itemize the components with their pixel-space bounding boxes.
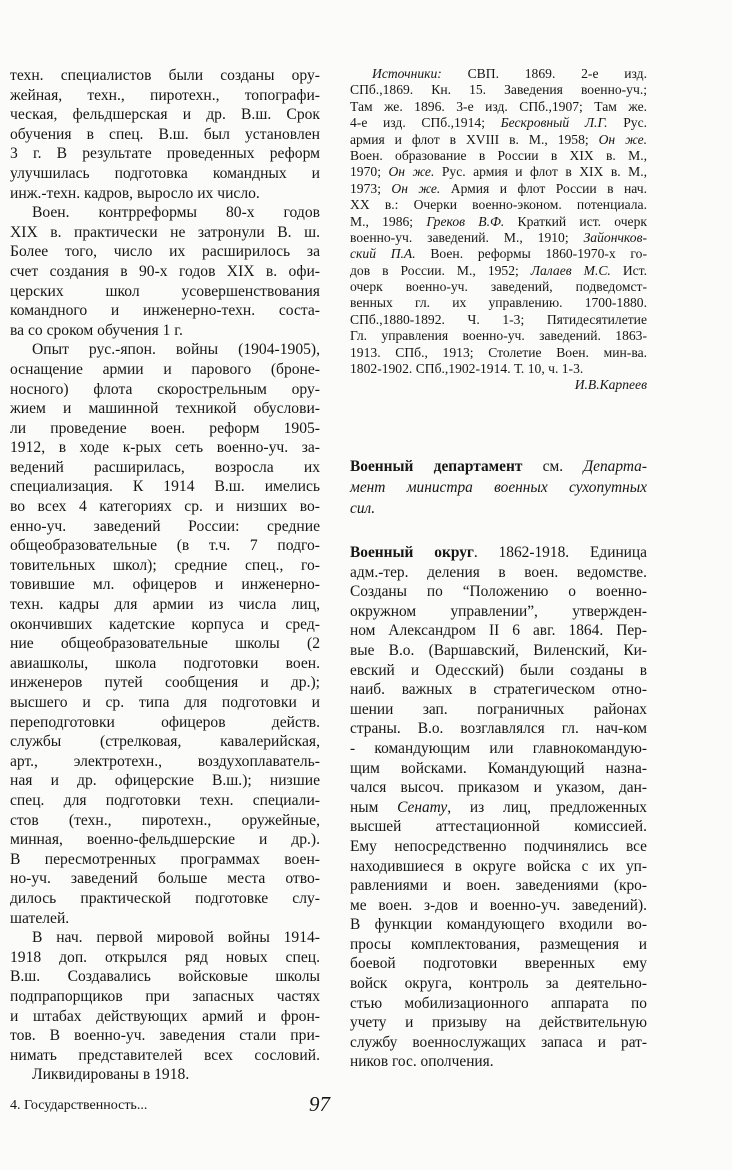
text-line — [350, 857, 647, 877]
text-line — [350, 1052, 647, 1072]
text-run: находившиеся в округе войска с их уп- — [350, 857, 647, 875]
text-line — [10, 1046, 320, 1066]
entry-headword: Военный департамент — [350, 458, 523, 475]
italic-text: Сенату — [397, 798, 448, 816]
text-run: венных гл. их управлению. 1700-1880. — [350, 295, 647, 311]
text-line — [10, 399, 320, 419]
text-run: авиашколы, школа подготовки воен. — [10, 654, 320, 672]
text-line — [10, 889, 320, 909]
text-line — [10, 380, 320, 400]
entry-military-district — [350, 543, 647, 1072]
text-line — [10, 340, 320, 360]
text-run: СПб.,1880-1892. Ч. 1-3; Пятидесятилетие — [350, 311, 647, 327]
text-line — [10, 321, 320, 341]
text-line — [350, 778, 647, 798]
text-line — [350, 661, 647, 681]
text-run: очерк военно-уч. заведений, подведомст- — [350, 279, 647, 295]
text-run: шении зап. пограничных районах — [350, 700, 647, 718]
text-line — [10, 262, 320, 282]
text-line — [10, 948, 320, 968]
text-run: техн. специалистов были созданы ору- — [10, 67, 320, 84]
text-run: Ликвидированы в 1918. — [32, 1066, 190, 1084]
text-line — [350, 837, 647, 857]
text-line — [10, 419, 320, 439]
text-run: оснащение армии и парового (броне- — [10, 360, 320, 378]
text-run: ная и др. офицерские В.ш.); низшие — [10, 772, 320, 790]
text-line — [10, 66, 320, 86]
text-line — [350, 817, 647, 837]
text-line — [10, 242, 320, 262]
text-run: адм.-тер. деления в воен. ведомстве. — [350, 563, 647, 581]
text-run: во всех 4 категориях ср. и низших во- — [10, 498, 320, 516]
text-run: общеобразовательные (в т.ч. 7 подго- — [10, 537, 320, 555]
text-line — [10, 928, 320, 948]
text-line — [350, 954, 647, 974]
text-run: товительных школ); средние спец., го- — [10, 556, 320, 574]
running-title: 4. Государственность... — [10, 1098, 148, 1113]
text-run: XIX в. практически не затронули В. ш. — [10, 223, 320, 241]
text-run: енно-уч. заведений России: средние — [10, 517, 320, 535]
italic-text: Он же. — [388, 164, 435, 180]
text-line — [10, 869, 320, 889]
text-run: ли проведение воен. реформ 1905- — [10, 419, 320, 437]
text-run: ние общеобразовательные школы (2 — [10, 635, 320, 653]
text-run: дилось практической подготовке слу- — [10, 889, 320, 907]
text-line — [350, 876, 647, 896]
text-line — [10, 771, 320, 791]
text-line — [350, 641, 647, 661]
text-line — [10, 595, 320, 615]
text-line — [350, 700, 647, 720]
text-line — [350, 181, 647, 197]
text-run: церских школ усовершенствования — [10, 282, 320, 300]
text-run: СВП. 1869. 2-е изд. — [441, 66, 647, 81]
text-line — [10, 164, 320, 184]
text-line — [10, 830, 320, 850]
italic-text: Он же. — [598, 131, 648, 147]
text-line — [10, 909, 320, 929]
text-run: подпрапорщиков при запасных частях — [10, 987, 320, 1005]
text-line — [350, 197, 647, 213]
italic-text: Он же. — [391, 180, 441, 196]
text-run: вые В.о. (Варшавский, Виленский, Ки- — [350, 641, 647, 659]
text-run: Гл. управления военно-уч. заведений. 1863- — [350, 328, 647, 344]
text-run: В функции командующего входили во- — [350, 916, 647, 934]
text-run: Более того, число их расширилось за — [10, 243, 320, 261]
text-run: 1913. СПб., 1913; Столетие Воен. мин-ва. — [350, 344, 647, 360]
text-run: командного и инженерно-техн. соста- — [10, 302, 320, 320]
text-run: 1970; — [350, 164, 389, 180]
text-run: ме воен. з-дов и военно-уч. заведений). — [350, 896, 647, 914]
text-line — [10, 634, 320, 654]
text-run: Опыт рус.-япон. войны (1904-1905), — [32, 341, 320, 359]
text-run: 3 г. В результате проведенных реформ — [10, 145, 320, 163]
text-line — [10, 536, 320, 556]
text-run: переподготовки офицеров действ. — [10, 713, 320, 731]
text-run: стью мобилизационного аппарата по — [350, 994, 647, 1012]
text-run: 4-е изд. СПб.,1914; — [350, 115, 501, 131]
text-line — [350, 935, 647, 955]
text-line — [350, 82, 647, 98]
text-run: В.ш. Создавались войсковые школы — [10, 968, 320, 986]
text-run: нимать представителей всех сословий. — [10, 1046, 320, 1064]
text-run: щим войсками. Командующий назна- — [350, 759, 647, 777]
text-run: стов (техн., пиротехн., оружейные, — [10, 811, 320, 829]
text-line — [350, 680, 647, 700]
text-run: минная, военно-фельдшерские и др.). — [10, 831, 320, 849]
text-run: Краткий ист. очерк — [504, 213, 647, 229]
text-line — [10, 301, 320, 321]
text-line — [10, 791, 320, 811]
text-line — [10, 223, 320, 243]
text-run: страны. В.о. возглавлялся гл. нач-ком — [350, 720, 647, 738]
italic-text: Лалаев М.С. — [530, 262, 611, 278]
page-number: 97 — [309, 1092, 330, 1116]
text-line — [10, 497, 320, 517]
italic-text: Источники: — [372, 66, 442, 81]
text-run: улучшилась подготовка командных и — [10, 164, 320, 182]
text-line — [350, 582, 647, 602]
text-run: службу военнослужащих запаса и рат- — [350, 1033, 647, 1051]
text-line — [10, 967, 320, 987]
text-run: Ему непосредственно подчинялись все — [350, 837, 647, 855]
text-line — [10, 752, 320, 772]
italic-text: И.В.Карпеев — [574, 377, 647, 393]
text-line — [350, 543, 647, 563]
text-run: Ист. — [610, 262, 647, 278]
text-line — [350, 328, 647, 344]
text-run: В пересмотренных программах воен- — [10, 850, 320, 868]
text-line — [350, 263, 647, 279]
left-column-text — [10, 66, 320, 1085]
text-run: просы комплектования, размещения и — [350, 935, 647, 953]
text-run: дов в России. М., 1952; — [350, 262, 531, 278]
text-line — [350, 498, 647, 519]
text-run: высшей аттестационной комиссией. — [350, 818, 647, 836]
text-run: XX в.: Очерки военно-эконом. потенциала. — [350, 197, 647, 213]
text-run: евский и Одесский) были созданы в — [350, 661, 647, 679]
text-run: наиб. важных в стратегическом отно- — [350, 681, 647, 699]
text-line — [10, 673, 320, 693]
text-run: арт., электротехн., воздухоплаватель- — [10, 752, 320, 770]
entry-military-department — [350, 456, 647, 519]
text-line — [350, 132, 647, 148]
text-run: В нач. первой мировой войны 1914- — [32, 929, 320, 947]
text-run: спец. для подготовки техн. специали- — [10, 791, 320, 809]
text-line — [10, 1065, 320, 1085]
text-run: Рус. — [607, 115, 648, 131]
text-line — [350, 377, 647, 393]
text-line — [350, 345, 647, 361]
sources-block — [350, 66, 647, 394]
text-line — [10, 987, 320, 1007]
text-line — [10, 732, 320, 752]
text-line — [350, 719, 647, 739]
text-run: и штабах действующих армий и фрон- — [10, 1007, 320, 1025]
text-run: чался высоч. приказом и указом, дан- — [350, 779, 647, 797]
italic-text: Зайончков- — [583, 229, 647, 245]
text-line — [350, 602, 647, 622]
text-run: 1918 доп. открылся ряд новых спец. — [10, 948, 320, 966]
text-line — [350, 621, 647, 641]
text-line — [350, 279, 647, 295]
text-run: учету и призыву на действительную — [350, 1014, 647, 1032]
text-run: войск округа, контроль за деятельно- — [350, 975, 647, 993]
text-line — [350, 896, 647, 916]
italic-text: Греков В.Ф. — [426, 213, 505, 229]
text-run: обучения в спец. В.ш. был установлен — [10, 125, 320, 143]
text-line — [350, 230, 647, 246]
text-line — [350, 214, 647, 230]
text-run: 1973; — [350, 180, 392, 196]
text-line — [350, 246, 647, 262]
text-run: инженеров путей сообщения и др.); — [10, 674, 320, 692]
text-run: боевой подготовки вверенных ему — [350, 955, 647, 973]
text-run: окружном управлении”, утвержден- — [350, 602, 647, 620]
text-line — [350, 66, 647, 82]
italic-text: ский П.А. — [350, 246, 416, 262]
text-run: но-уч. заведений больше места отво- — [10, 870, 320, 888]
text-run: ведений расширилась, возросла их — [10, 458, 320, 476]
text-line — [350, 295, 647, 311]
text-run: Там же. 1896. 3-е изд. СПб.,1907; Там же. — [350, 98, 647, 114]
text-run: жием и машинной техникой обуслови- — [10, 400, 320, 418]
text-line — [350, 477, 647, 498]
text-line — [350, 974, 647, 994]
text-run: техн. кадры для армии из числа лиц, — [10, 596, 320, 614]
text-run: тов. В военно-уч. заведения стали при- — [10, 1027, 320, 1045]
text-run: 1912, в ходе к-рых сеть военно-уч. за- — [10, 439, 320, 457]
text-run: Рус. армия и флот в XIX в. М., — [434, 164, 647, 180]
text-line — [10, 184, 320, 204]
text-line — [10, 1007, 320, 1027]
text-run: равлениями и воен. заведениями (кро- — [350, 877, 647, 895]
text-run: ным — [350, 798, 398, 816]
text-line — [10, 282, 320, 302]
text-run: ческая, фельдшерская и др. В.ш. Срок — [10, 106, 320, 124]
italic-text: сил. — [350, 500, 376, 517]
text-run: ном Александром II 6 авг. 1864. Пер- — [350, 622, 647, 640]
text-line — [350, 915, 647, 935]
text-run: военно-уч. заведений. М., 1910; — [350, 229, 584, 245]
text-line — [10, 125, 320, 145]
text-line — [10, 144, 320, 164]
text-line — [350, 115, 647, 131]
entry-headword: Военный округ — [350, 544, 474, 561]
text-run: М., 1986; — [350, 213, 427, 229]
text-run: ва со сроком обучения 1 г. — [10, 321, 183, 339]
text-line — [10, 477, 320, 497]
text-run: Армия и флот России в нач. — [440, 180, 648, 196]
text-run: - командующим или главнокомандую- — [350, 739, 647, 757]
text-line — [10, 438, 320, 458]
italic-text: Департа- — [583, 458, 647, 475]
text-run: Воен. реформы 1860-1970-х го- — [415, 246, 647, 262]
text-run: жейная, техн., пиротехн., топографи- — [10, 86, 320, 104]
text-run: армия и флот в XVIII в. М., 1958; — [350, 131, 599, 147]
text-line — [10, 105, 320, 125]
text-line — [350, 1013, 647, 1033]
text-line — [350, 798, 647, 818]
text-run: носного) флота скорострельным ору- — [10, 380, 320, 398]
text-line — [350, 312, 647, 328]
text-run: товившие мл. офицеров и инженерно- — [10, 576, 320, 594]
text-line — [350, 739, 647, 759]
text-line — [350, 759, 647, 779]
text-run: Созданы по “Положению о военно- — [350, 583, 647, 601]
text-run: , из лиц, предложенных — [447, 798, 647, 816]
text-line — [10, 850, 320, 870]
text-line — [10, 615, 320, 635]
text-line — [350, 994, 647, 1014]
text-line — [350, 1033, 647, 1053]
text-line — [350, 563, 647, 583]
text-line — [350, 361, 647, 377]
text-run: Воен. контрреформы 80-х годов — [32, 204, 320, 222]
text-line — [10, 811, 320, 831]
text-line — [350, 456, 647, 477]
text-line — [10, 86, 320, 106]
text-line — [10, 203, 320, 223]
text-line — [350, 148, 647, 164]
text-run: окончивших кадетские корпуса и сред- — [10, 615, 320, 633]
text-line — [10, 575, 320, 595]
text-line — [10, 458, 320, 478]
text-line — [350, 164, 647, 180]
text-line — [10, 654, 320, 674]
text-line — [10, 360, 320, 380]
text-line — [10, 1026, 320, 1046]
text-run: ников гос. ополчения. — [350, 1053, 494, 1071]
text-run: Воен. образование в России в XIX в. М., — [350, 147, 647, 163]
text-line — [10, 693, 320, 713]
text-run: инж.-техн. кадров, выросло их число. — [10, 184, 260, 202]
text-run: СПб.,1869. Кн. 15. Заведения военно-уч.; — [350, 82, 647, 98]
text-line — [10, 556, 320, 576]
text-run: высшего и ср. типа для подготовки и — [10, 694, 320, 711]
italic-text: мент министра военных сухопутных — [350, 479, 647, 496]
text-run: специализация. К 1914 В.ш. имелись — [10, 478, 320, 496]
italic-text: Бескровный Л.Г. — [500, 115, 608, 131]
text-run: шателей. — [10, 909, 70, 927]
text-run: службы (стрелковая, кавалерийская, — [10, 733, 320, 751]
text-line — [10, 517, 320, 537]
text-line — [350, 99, 647, 115]
text-run: см. — [522, 458, 584, 475]
text-run: . 1862-1918. Единица — [473, 544, 647, 561]
text-run: 1802-1902. СПб.,1902-1914. Т. 10, ч. 1-3. — [350, 361, 584, 377]
text-line — [10, 713, 320, 733]
text-run: счет создания в 90-х годов XIX в. офи- — [10, 262, 320, 280]
